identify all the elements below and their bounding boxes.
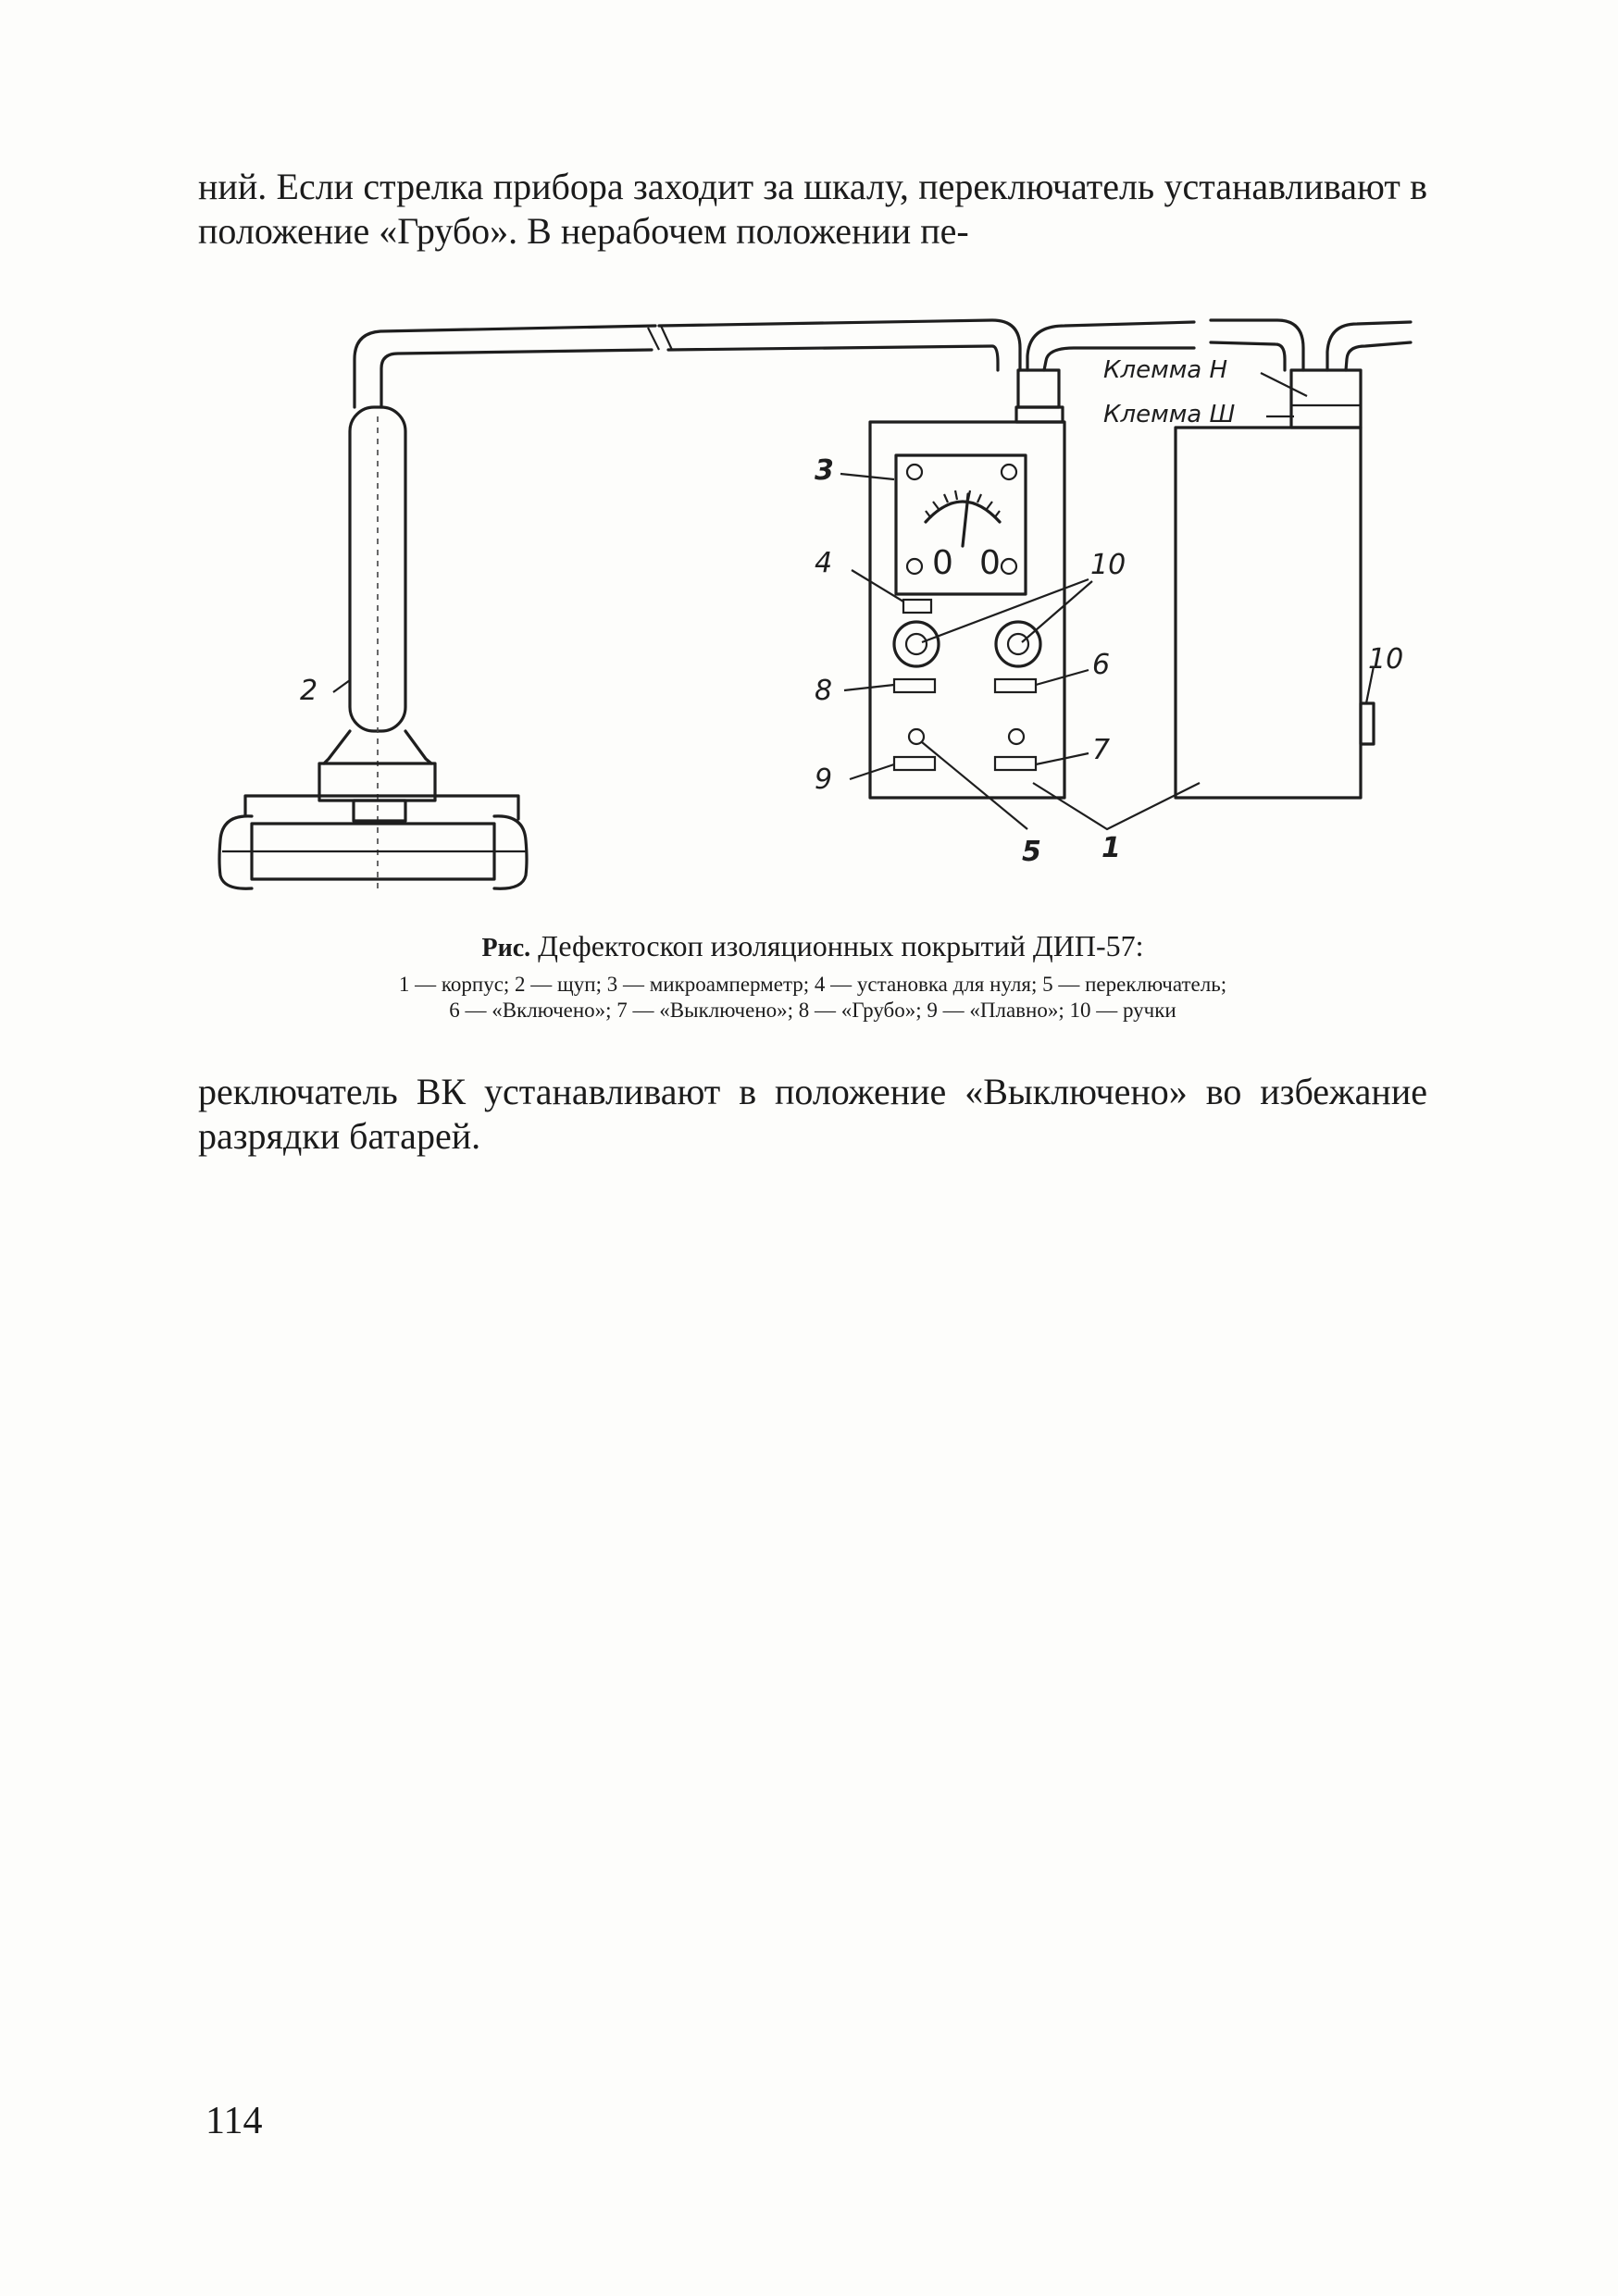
cable-break-right — [661, 326, 672, 350]
cable-break-left — [648, 328, 659, 350]
meter-screw-tl — [907, 465, 922, 479]
figure-caption-legend — [198, 972, 1427, 1024]
label-klemma-n: Клемма Н — [1103, 356, 1228, 384]
side-handle — [1361, 703, 1374, 744]
leader-3 — [840, 474, 894, 479]
meter-screw-br — [1002, 559, 1016, 574]
label-10-panel: 10 — [1090, 549, 1126, 581]
figure-caption-title — [198, 928, 1427, 966]
caption-prefix: Рис. — [481, 934, 531, 962]
control-panel — [870, 422, 1064, 798]
caption-legend-line-1: 1 — корпус; 2 — щуп; 3 — микроамперметр; 4 — установка для нуля; 5 — переключатель; — [398, 973, 1227, 996]
leader-5 — [922, 742, 1027, 829]
leader-10-panel — [922, 579, 1092, 642]
paragraph-bottom: реключатель ВК устанавливают в положение «Выключено» во избежание разрядки батарей. — [198, 1071, 1427, 1157]
zero-set-control — [903, 600, 931, 613]
probe-neck — [324, 731, 431, 763]
leader-7 — [1036, 753, 1089, 764]
battery-body — [1176, 428, 1361, 798]
knob-right-inner — [1008, 634, 1028, 654]
panel-cable-clamp — [1016, 407, 1063, 422]
window-vyklyucheno — [995, 757, 1036, 770]
meter-screw-bl — [907, 559, 922, 574]
probe-stem — [354, 800, 405, 821]
probe-cable — [355, 320, 1020, 407]
knob-left-inner — [906, 634, 927, 654]
label-7: 7 — [1092, 734, 1111, 766]
label-4: 4 — [815, 547, 833, 579]
label-1: 1 — [1101, 832, 1121, 864]
leader-2 — [333, 680, 350, 692]
knob-left — [894, 622, 939, 666]
meter-ticks — [926, 490, 1000, 518]
meter-right-zero: 0 — [979, 544, 1001, 582]
toggle-right — [1009, 729, 1024, 744]
window-plavno — [894, 757, 935, 770]
probe-handle — [350, 407, 405, 731]
window-grubo — [894, 679, 935, 692]
page-number: 114 — [205, 2100, 263, 2142]
leader-9 — [850, 764, 894, 779]
label-3: 3 — [815, 454, 834, 487]
leader-klemma-n — [1261, 373, 1307, 396]
meter-screw-tr — [1002, 465, 1016, 479]
label-klemma-sh: Клемма Ш — [1103, 401, 1236, 428]
body-terminal-block — [1291, 370, 1361, 428]
panel-cable-clamp-top — [1018, 370, 1059, 407]
leader-6 — [1036, 670, 1089, 685]
label-6: 6 — [1092, 649, 1111, 681]
meter-scale — [926, 502, 1000, 522]
meter-left-zero: 0 — [932, 544, 953, 582]
body-cable-right — [1327, 322, 1411, 370]
label-5: 5 — [1022, 836, 1041, 868]
probe-cable-inner — [381, 346, 998, 407]
label-2: 2 — [300, 675, 318, 707]
label-9: 9 — [815, 763, 833, 796]
label-8: 8 — [815, 675, 833, 707]
caption-legend-line-2: 6 — «Включено»; 7 — «Выключено»; 8 — «Грубо»; 9 — «Плавно»; 10 — ручки — [449, 999, 1176, 1022]
toggle-left — [909, 729, 924, 744]
knob-right — [996, 622, 1040, 666]
caption-title-text: Дефектоскоп изоляционных покрытий ДИП-57: — [538, 929, 1144, 962]
window-vklyucheno — [995, 679, 1036, 692]
paragraph-top: ний. Если стрелка прибора заходит за шкалу, переключатель устанавливают в положение «Грубо». В нерабочем положении пе- — [198, 166, 1427, 252]
label-10-side: 10 — [1368, 643, 1404, 676]
